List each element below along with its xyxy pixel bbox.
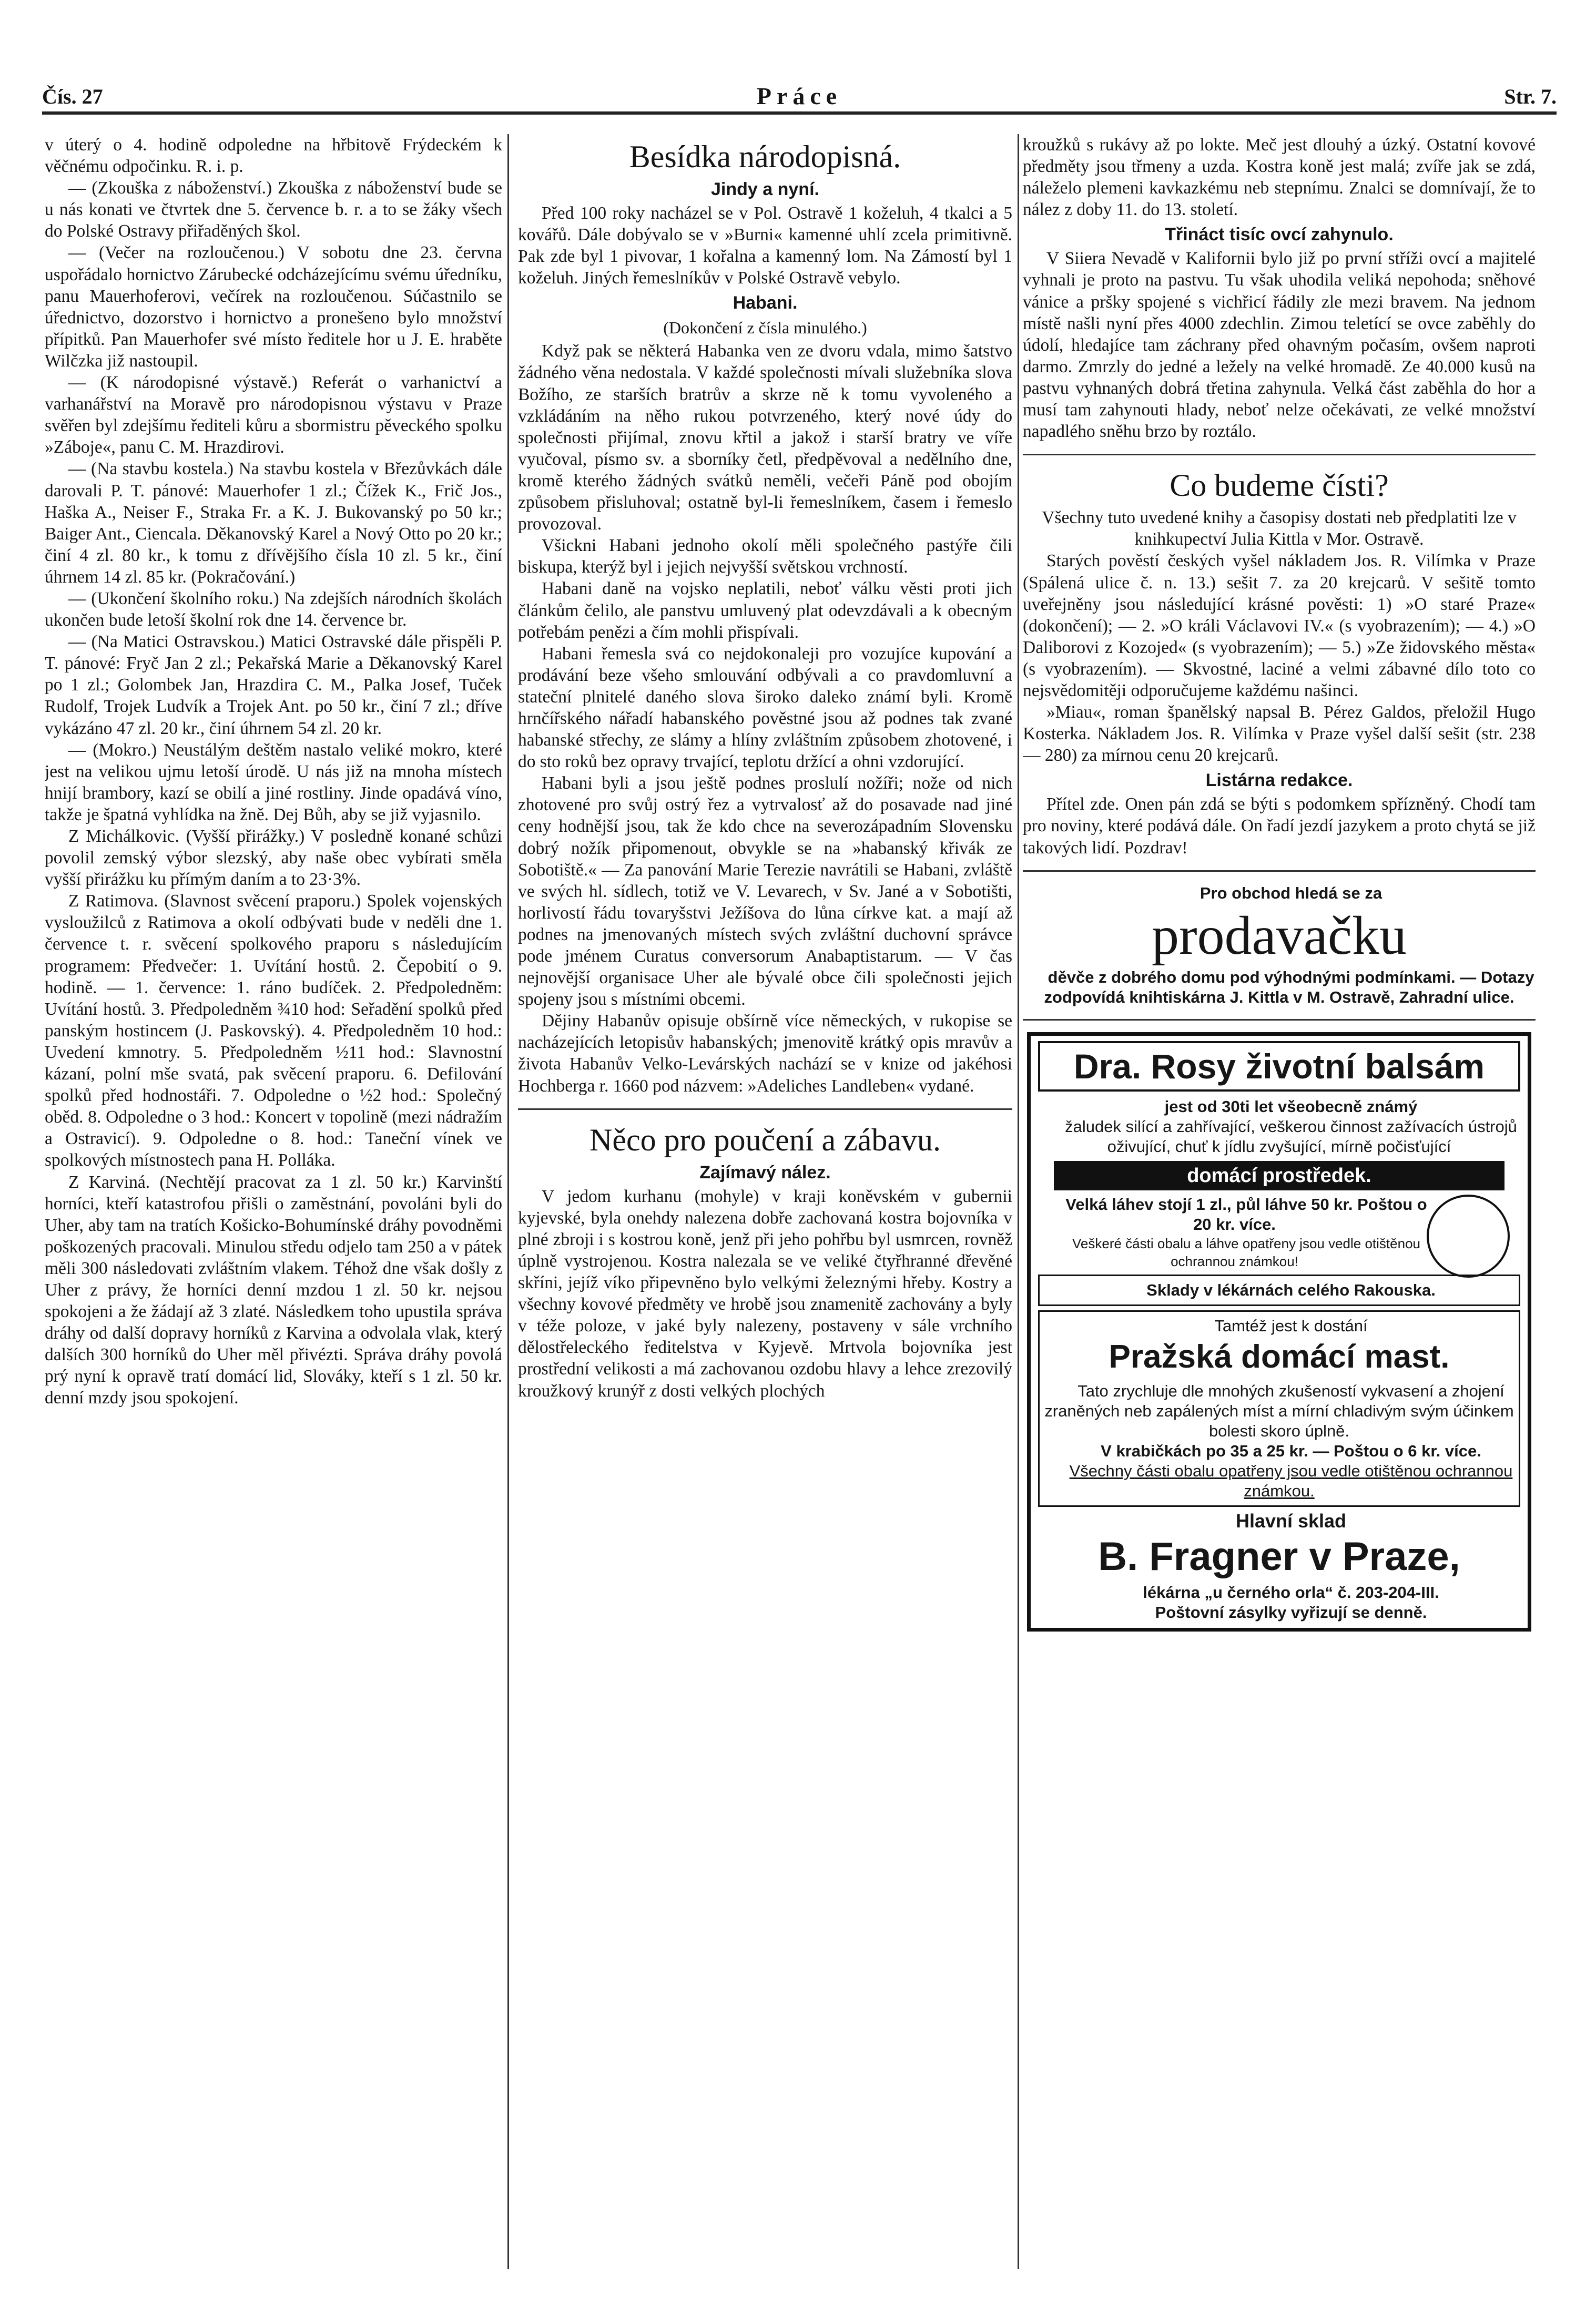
section-title: Co budeme čísti? bbox=[1170, 468, 1389, 503]
news-paragraph: Z Michálkovic. (Vyšší přirážky.) V posledně konané schůzi povolil zemský výbor slezský, aby naše obec vybírati směla vyšší přirážku ku přímým daním a to 23·3%. bbox=[45, 827, 502, 890]
section-divider bbox=[1023, 1019, 1536, 1021]
ad-inner-box bbox=[1038, 1275, 1520, 1306]
trademark-seal-icon bbox=[1427, 1195, 1510, 1278]
ad-strip: domácí prostředek. bbox=[1054, 1161, 1504, 1190]
ad-line: Hlavní sklad bbox=[1235, 1510, 1347, 1532]
balsam-ad bbox=[1027, 1032, 1531, 1632]
job-ad bbox=[1023, 883, 1536, 1007]
news-paragraph: — (Na stavbu kostela.) Na stavbu kostela v Březůvkách dále darovali P. T. pánové: Mauerhofer 1 zl.; Čížek K., Frič Jos., Haška A., Neiser F., Straka Fr. a K. J. Bukovanský po 50 kr.; Baiger Ant., Ciencala. Děkanovský Karel a Nový Otto po 20 kr.; činí 4 zl. 80 kr., k tomu z dřívějšího čísla 10 zl. 5 kr., činí úhrnem 14 zl. 85 kr. (Pokračování.) bbox=[45, 459, 502, 587]
section-divider bbox=[1023, 870, 1536, 872]
ad-line: Tamtéž jest k dostání bbox=[1214, 1316, 1368, 1335]
column-divider bbox=[1018, 134, 1019, 2269]
section-divider bbox=[518, 1108, 1012, 1110]
ad-line: Sklady v lékárnách celého Rakouska. bbox=[1146, 1280, 1436, 1299]
news-paragraph: Z Ratimova. (Slavnost svěcení praporu.) Spolek vojenských vysloužilců z Ratimova a okolí odbývati bude v neděli dne 1. července t. r. svěcení spolkového praporu s následujícím programem: Předvečer: 1. Uvítání hostů. 2. Čepobití o 9. hodině. — 1. července: 1. ráno budíček. 2. Předpoledněm: Uvítání hostů. 3. Předpoledněm ¾10 hod: Seřadění spolků před panským hostincem (J. Paskovský). 4. Předpoledněm 10 hod.: Uvedení kmnotry. 5. Předpoledněm ½11 hod.: Slavnostní kázaní, polní mše svatá, pak svěcení praporu. 6. Defilování spolků před hodnostáři. 7. Odpoledne o ½2 hod.: Společný oběd. 8. Odpoledne o 3 hod.: Koncert v topolině (mezi nádražím a Ostravicí). 9. Odpoledne o 8. hod.: Taneční vínek ve spolkových místnostech pana H. Polláka. bbox=[45, 891, 502, 1170]
article-paragraph: Před 100 roky nacházel se v Pol. Ostravě 1 koželuh, 4 tkalci a 5 kovářů. Dále dobývalo se v »Burni« kamenné uhlí zcela primitivně. Pak zde byl 1 pivovar, 1 kořalna a kamenný lom. Na Zámostí byl 1 koželuh. Jiných řemeslníkův v Polské Ostravě vebylo. bbox=[518, 203, 1012, 288]
ad-company: B. Fragner v Praze, bbox=[1098, 1534, 1460, 1579]
news-paragraph: v úterý o 4. hodině odpoledne na hřbitově Frýdeckém k věčnému odpočinku. R. i. p. bbox=[45, 135, 502, 177]
ad-line: Veškeré části obalu a láhve opatřeny jsou vedle otištěnou ochrannou známkou! bbox=[1072, 1235, 1420, 1269]
ad-line: jest od 30ti let všeobecně známý bbox=[1164, 1097, 1418, 1116]
news-paragraph: — (Mokro.) Neustálým deštěm nastalo veliké mokro, které jest na velikou ujmu letoší úrodě. U nás již na mnoha místech hnijí brambory, kazí se obilí a jiné rostliny. Jinde opadává víno, takže je špatná vyhlídka na žně. Dej Bůh, aby se již vyjasnilo. bbox=[45, 740, 502, 824]
column-local-news bbox=[45, 134, 502, 2279]
column-misc-ads bbox=[1023, 134, 1536, 2290]
ad-inner-box bbox=[1038, 1310, 1520, 1507]
article-paragraph: kroužků s rukávy až po lokte. Meč jest dlouhý a úzký. Ostatní kovové předměty jsou třmeny a uzda. Kostra koně jest malá; zvíře jak se zdá, náleželo plemeni kavkazkému neb stepnímu. Znalci se domnívají, že to nález z doby 11. do 13. století. bbox=[1023, 135, 1536, 220]
books-paragraph: Starých pověstí českých vyšel nákladem Jos. R. Vilímka v Praze (Spálená ulice č. n. 13.) sešit 7. za 20 krejcarů. V sešitě tomto uveřejněny jsou následující krásné pověsti: 1) »O staré Praze« (dokončení); — 2. »O králi Václavovi IV.« (s vyobrazením); — 4.) »O Daliborovi z Kozojed« (s vyobrazením); — 5.) »Ze židovského města« (s vyobrazením). — Skvostné, laciné a velmi zábavné dílo toto co nejsvědomitěji odporučujeme každému našinci. bbox=[1023, 551, 1536, 700]
article-heading: Listárna redakce. bbox=[1205, 770, 1353, 791]
article-paragraph: V Siiera Nevadě v Kalifornii bylo již po první stříži ovcí a majitelé vyhnali je proto na pastvu. Tu však uhodila veliká nepohoda; sněhové vánice a pršky spojené s vichřicí řádily zle mezi bravem. Na jednom místě našli nyní přes 4000 zdechlin. Zimou teletící se ovce zaběhly do údolí, hledajíce tam záchrany před ohavným počasím, ovšem naproti darmo. Zmrzly do jedné a ležely na velké hromadě. Ze 40.000 kusů na pastvu vyhnaných dobrá třetina zahynula. Velká část zaběhla do hor a musí tam zahynouti hlady, neboť nelze očekávati, ze velké množství napadlého sněhu brzo by roztálo. bbox=[1023, 249, 1536, 442]
books-paragraph: Všechny tuto uvedené knihy a časopisy dostati neb předplatiti lze v knihkupectví Julia Kittla v Mor. Ostravě. bbox=[1042, 508, 1517, 549]
column-divider bbox=[507, 134, 509, 2269]
news-paragraph: — (Zkouška z náboženství.) Zkouška z náboženství bude se u nás konati ve čtvrtek dne 5. července b. r. a to se žáky všech do Polské Ostravy přiřaděných škol. bbox=[45, 178, 502, 241]
news-paragraph: Z Karviná. (Nechtějí pracovat za 1 zl. 50 kr.) Karvinští horníci, kteří katastrofou přišli o zaměstnání, povoláni byli do Uher, aby tam na tratích Košicko-Bohumínské dráhy povodněmi poškozených pracovali. Minulou středu odjelo tam 250 a v pátek měli 300 následovati zvláštním vlakem. Téhož dne však došly z Uher z právy, že horníci denní mzdou 1 zl. 50 kr. nejsou spokojeni a že žádají až 3 zlaté. Následkem toho upustila správa dráhy od další dopravy horníků z Karvina a odvolala vlak, který dalších 300 horníků do Uher měl přivézti. Správa dráhy povolá prý nyní k opravě tratí domácí lid, Slováky, kteří s 1 zl. 50 kr. denní mzdy jsou spokojení. bbox=[45, 1172, 502, 1408]
article-heading: Jindy a nyní. bbox=[711, 179, 819, 199]
ad-line: lékárna „u černého orla“ č. 203-204-III. bbox=[1143, 1583, 1439, 1602]
article-paragraph: Všickni Habani jednoho okolí měli společného pastýře čili biskupa, kterýž byl i jejich nejvyšší světskou vrchností. bbox=[518, 536, 1012, 577]
section-title: Besídka národopisná. bbox=[629, 139, 901, 174]
header-rule bbox=[42, 111, 1557, 115]
ad-title: Dra. Rosy životní balsám bbox=[1038, 1041, 1520, 1092]
ad-line: V krabičkách po 35 a 25 kr. — Poštou o 6 kr. více. bbox=[1101, 1441, 1481, 1460]
section-title: Něco pro poučení a zábavu. bbox=[589, 1122, 941, 1157]
section-divider bbox=[1023, 454, 1536, 455]
article-paragraph: Habani daně na vojsko neplatili, neboť válku věsti proti jich článkům čelilo, ale panstvu umluvený plat odevzdávali a k obecným potřebám penězi a čím mohli přispívali. bbox=[518, 579, 1012, 642]
ad-line: Poštovní zásylky vyřizují se denně. bbox=[1155, 1603, 1427, 1622]
news-paragraph: — (K národopisné výstavě.) Referát o varhanictví a varhanářství na Moravě pro národopisnou výstavu v Praze svěřen byl zdejšímu řediteli kůru a sbormistru pěveckého spolku »Záboje«, panu C. M. Hrazdirovi. bbox=[45, 373, 502, 457]
page-header bbox=[42, 79, 1557, 116]
newspaper-title: Práce bbox=[756, 83, 842, 109]
article-paragraph: Přítel zde. Onen pán zdá se býti s podomkem spřízněný. Chodí tam pro noviny, které podává dále. On řadí jezdí jazykem a proto chytá se již takových lidí. Pozdrav! bbox=[1023, 794, 1536, 858]
article-paragraph: Habani byli a jsou ještě podnes proslulí nožíři; nože od nich zhotovené pro svůj ostrý řez a vytrvalosť až do posavade nad jiné ceny hodnější jsou, tak že kdo chce na severozápadním Slovensku dobrý nožík připomenout, obvykle se na »habanský křivák ze Sobotiště.« — Za panování Marie Terezie navrátili se Habani, zvláště ve svých hl. sídlech, totiž ve V. Levarech, v Sv. Jané a v Sobotišti, horlivostí řádu tovaryšstvi Ježíšova do lůna církve kat. a mají až podnes na jmenovaných místech svých zvláštní duchovní správce pode jménem Curatus conversorum Anabaptistarum. — V čas nejnovější organisace Uher ale bývalé obce čili společnosti jejich spojeny jsou s místními obcemi. bbox=[518, 773, 1012, 1010]
continuation-note: (Dokončení z čísla minulého.) bbox=[663, 318, 867, 338]
article-heading: Třináct tisíc ovcí zahynulo. bbox=[1165, 225, 1394, 245]
article-paragraph: Dějiny Habanův opisuje obšírně více německých, v rukopise se nacházejících letopisův habanských; jmenovitě krátký opis mravův a života Habanův Velko-Levárských nachází se v knize od jakéhosi Hochberga r. 1660 pod názvem: »Adeliches Landleben« vydané. bbox=[518, 1011, 1012, 1096]
ad-product-name: Pražská domácí mast. bbox=[1109, 1338, 1450, 1375]
ad-line: Všechny části obalu opatřeny jsou vedle otištěnou ochrannou známkou. bbox=[1069, 1461, 1513, 1500]
ad-line: děvče z dobrého domu pod výhodnými podmínkami. — Dotazy zodpovídá knihtiskárna J. Kittla v M. Ostravě, Zahradní ulice. bbox=[1044, 967, 1534, 1006]
news-paragraph: — (Večer na rozloučenou.) V sobotu dne 23. června uspořádalo hornictvo Zárubecké odcházejícímu svému úředníku, panu Mauerhoferovi, večírek na rozloučenou. Súčastnilo se úřednictvo, dozorstvo i hornictvo a pronešeno bylo množství přípitků. Pan Mauerhofer své místo ředitele hor u J. E. hraběte Wilčzka již nastoupil. bbox=[45, 243, 502, 371]
page-number: Str. 7. bbox=[1504, 85, 1557, 108]
ad-headline: prodavačku bbox=[1151, 905, 1407, 966]
books-paragraph: »Miau«, roman španělský napsal B. Pérez Galdos, přeložil Hugo Kosterka. Nákladem Jos. R. Vilímka v Praze vyšel další sešit (str. 238 — 280) za mírnou cenu 20 krejcarů. bbox=[1023, 702, 1536, 766]
news-paragraph: — (Ukončení školního roku.) Na zdejších národních školách ukončen bude letoší školní rok dne 14. července br. bbox=[45, 588, 502, 630]
article-heading: Zajímavý nález. bbox=[699, 1162, 831, 1183]
news-paragraph: — (Na Matici Ostravskou.) Matici Ostravské dále přispěli P. T. pánové: Fryč Jan 2 zl.; Pekařská Marie a Děkanovský Karel po 1 zl.; Golombek Jan, Hrazdira C. M., Palka Josef, Tuček Rudolf, Trojek Ludvík a Trojek Ant. po 50 kr., činí 7 zl.; dříve vykázáno 47 zl. 20 kr., činí úhrnem 54 zl. 20 kr. bbox=[45, 632, 502, 738]
ad-line: Tato zrychluje dle mnohých zkušeností vykvasení a zhojení zraněných neb zapálených míst a mírní chladivým svým účinkem bolesti skoro úplně. bbox=[1044, 1381, 1514, 1440]
ad-line: Velká láhev stojí 1 zl., půl láhve 50 kr. Poštou o 20 kr. více. bbox=[1065, 1195, 1427, 1234]
article-paragraph: Habani řemesla svá co nejdokonaleji pro vozujíce kupování a prodávání beze všeho smlouvání odbývali a co pravdomluvní a stateční plnitelé daného slova široko daleko známí byli. Kromě hrnčířského nářadí habanského pověstné jsou až podnes tak zvané habanské střechy, ze slámy a hlíny zvláštním způsobem zhotovené, i do sto roků bez opravy trvající, teplotu držící a ohni vzdorující. bbox=[518, 644, 1012, 772]
ad-line: Pro obchod hledá se za bbox=[1199, 883, 1382, 902]
article-paragraph: V jedom kurhanu (mohyle) v kraji koněvském v gubernii kyjevské, byla onehdy nalezena dobře zachovaná kostra bojovníka v plné zbroji i s kostrou koně, jenž při jeho pohřbu byl usmrcen, rovněž úplně vystrojenou. Kostra nalezala se ve veliké čtyřhranné dřevěné skříni, jejíž víko připevněno bylo velkými železnými hřeby. Kostry a všechny kovové předměty ve hrobě jsou znamenitě zachovány a byly v téže poloze, v jaké byly nalezeny, postaveny v sále vrchního dělostřeleckého ředitelstva v Kyjevě. Mrtvola bojovníka jest prostřední velikosti a má zachovanou ozdobu hlavy a lehce zrezovilý kroužkový krunýř z dosti velkých plochých bbox=[518, 1186, 1012, 1401]
issue-number: Čís. 27 bbox=[42, 85, 103, 108]
article-paragraph: Když pak se některá Habanka ven ze dvoru vdala, mimo šatstvo žádného věna nedostala. V každé společnosti mívali služebníka slova Božího, ze starších bratrův a skrze ně k tomu vyvoleného a vzkládáním na něho rukou potvrzeného, který nové údy do společnosti přijímal, znovu křtil a jakož i starší bratry ve víře vyučoval, písmo sv. a sborníky četl, předpěvoval a nedělního dne, kromě kterého žádných svátků neměli, večeři Páně pod obojím způsobem přisluhoval; ostatně byl-li řemeslníkem, časem i řemeslo provozoval. bbox=[518, 341, 1012, 534]
ad-line: žaludek silící a zahřívající, veškerou činnost zažívacích ústrojů oživující, chuť k jídlu zvyšující, mírně počisťující bbox=[1065, 1117, 1517, 1156]
column-feuilleton bbox=[518, 134, 1012, 2279]
article-heading: Habani. bbox=[733, 293, 798, 313]
